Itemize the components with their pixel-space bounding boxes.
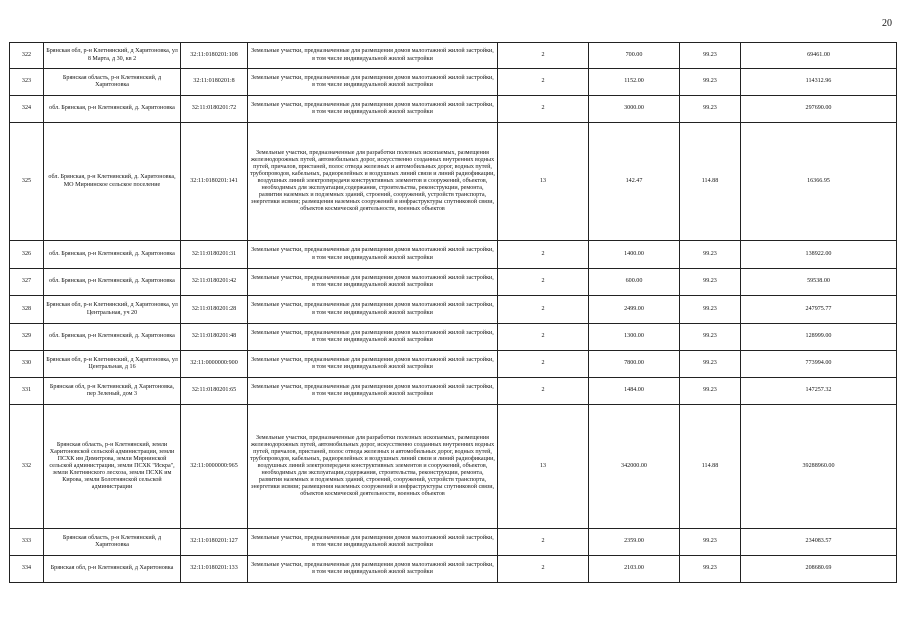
permitted-use-cell: Земельные участки, предназначенные для размещения домов малоэтажной жилой застройки, в том числе индивидуальной жилой застройки <box>248 351 498 378</box>
group-cell: 2 <box>498 296 589 324</box>
row-number-cell: 329 <box>10 324 44 351</box>
permitted-use-cell: Земельные участки, предназначенные для размещения домов малоэтажной жилой застройки, в том числе индивидуальной жилой застройки <box>248 378 498 405</box>
rate-cell: 99.23 <box>680 43 741 69</box>
group-cell: 2 <box>498 69 589 96</box>
group-cell: 2 <box>498 269 589 296</box>
area-cell: 1152.00 <box>589 69 680 96</box>
row-number-cell: 327 <box>10 269 44 296</box>
rate-cell: 99.23 <box>680 351 741 378</box>
table-row <box>10 529 897 556</box>
group-cell: 2 <box>498 241 589 269</box>
address-cell: Брянская обл, р-н Клетнянский, д Харитоновка, ул 8 Марта, д 30, кв 2 <box>44 43 181 69</box>
area-cell: 7800.00 <box>589 351 680 378</box>
group-cell: 2 <box>498 96 589 123</box>
area-cell: 1484.00 <box>589 378 680 405</box>
cadastral-number-cell: 32:11:0180201:127 <box>181 529 248 556</box>
page-number: 20 <box>882 18 892 29</box>
cadastral-value-cell: 773994.00 <box>741 351 897 378</box>
row-number-cell: 331 <box>10 378 44 405</box>
group-cell: 13 <box>498 123 589 241</box>
area-cell: 600.00 <box>589 269 680 296</box>
address-cell: Брянская обл, р-н Клетнянский, д Харитоновка, ул Центральная, д 16 <box>44 351 181 378</box>
permitted-use-cell: Земельные участки, предназначенные для размещения домов малоэтажной жилой застройки, в том числе индивидуальной жилой застройки <box>248 296 498 324</box>
area-cell: 1400.00 <box>589 241 680 269</box>
cadastral-value-cell: 208680.69 <box>741 556 897 583</box>
cadastral-number-cell: 32:11:0000000:965 <box>181 405 248 529</box>
address-cell: Брянская обл, р-н Клетнянский, д Харитоновка, ул Центральная, уч 20 <box>44 296 181 324</box>
row-number-cell: 332 <box>10 405 44 529</box>
address-cell: Брянская область, р-н Клетнянский, д Харитоновка <box>44 69 181 96</box>
permitted-use-cell: Земельные участки, предназначенные для размещения домов малоэтажной жилой застройки, в том числе индивидуальной жилой застройки <box>248 69 498 96</box>
cadastral-number-cell: 32:11:0180201:65 <box>181 378 248 405</box>
row-number-cell: 325 <box>10 123 44 241</box>
area-cell: 3000.00 <box>589 96 680 123</box>
cadastral-number-cell: 32:11:0180201:42 <box>181 269 248 296</box>
table-row <box>10 269 897 296</box>
cadastral-number-cell: 32:11:0180201:141 <box>181 123 248 241</box>
rate-cell: 99.23 <box>680 529 741 556</box>
area-cell: 142.47 <box>589 123 680 241</box>
address-cell: обл. Брянская, р-н Клетнянский, д. Харитоновка <box>44 324 181 351</box>
cadastral-value-cell: 114312.96 <box>741 69 897 96</box>
rate-cell: 99.23 <box>680 69 741 96</box>
permitted-use-cell: Земельные участки, предназначенные для размещения домов малоэтажной жилой застройки, в том числе индивидуальной жилой застройки <box>248 96 498 123</box>
row-number-cell: 328 <box>10 296 44 324</box>
row-number-cell: 323 <box>10 69 44 96</box>
cadastral-number-cell: 32:11:0180201:48 <box>181 324 248 351</box>
cadastral-value-cell: 147257.32 <box>741 378 897 405</box>
group-cell: 2 <box>498 324 589 351</box>
rate-cell: 99.23 <box>680 378 741 405</box>
rate-cell: 99.23 <box>680 96 741 123</box>
table-row <box>10 324 897 351</box>
rate-cell: 99.23 <box>680 269 741 296</box>
cadastral-number-cell: 32:11:0180201:72 <box>181 96 248 123</box>
table-row <box>10 556 897 583</box>
row-number-cell: 330 <box>10 351 44 378</box>
rate-cell: 114.88 <box>680 405 741 529</box>
table-row <box>10 378 897 405</box>
permitted-use-cell: Земельные участки, предназначенные для размещения домов малоэтажной жилой застройки, в том числе индивидуальной жилой застройки <box>248 43 498 69</box>
cadastral-value-cell: 138922.00 <box>741 241 897 269</box>
group-cell: 13 <box>498 405 589 529</box>
table-row <box>10 296 897 324</box>
area-cell: 700.00 <box>589 43 680 69</box>
table-row <box>10 69 897 96</box>
area-cell: 342000.00 <box>589 405 680 529</box>
area-cell: 2359.00 <box>589 529 680 556</box>
group-cell: 2 <box>498 43 589 69</box>
rate-cell: 99.23 <box>680 296 741 324</box>
table-row <box>10 351 897 378</box>
group-cell: 2 <box>498 529 589 556</box>
permitted-use-cell: Земельные участки, предназначенные для размещения домов малоэтажной жилой застройки, в том числе индивидуальной жилой застройки <box>248 269 498 296</box>
cadastral-value-cell: 39288960.00 <box>741 405 897 529</box>
area-cell: 2499.00 <box>589 296 680 324</box>
table-row <box>10 405 897 529</box>
cadastral-value-cell: 247975.77 <box>741 296 897 324</box>
permitted-use-cell: Земельные участки, предназначенные для размещения домов малоэтажной жилой застройки, в том числе индивидуальной жилой застройки <box>248 556 498 583</box>
cadastral-number-cell: 32:11:0180201:133 <box>181 556 248 583</box>
row-number-cell: 333 <box>10 529 44 556</box>
rate-cell: 99.23 <box>680 241 741 269</box>
address-cell: Брянская обл, р-н Клетнянский, д Харитоновка <box>44 556 181 583</box>
row-number-cell: 322 <box>10 43 44 69</box>
address-cell: Брянская область, р-н Клетнянский, земли Харитоновской сельской администрации, земли ПСХК им Димитрова, земли Мирнинской сельской администрации, земли ПСХК "Искра", земли Клетнянского лесхоза, земли ПСХК им Кирова, земли Болотнянской сельской администрации <box>44 405 181 529</box>
permitted-use-cell: Земельные участки, предназначенные для размещения домов малоэтажной жилой застройки, в том числе индивидуальной жилой застройки <box>248 324 498 351</box>
cadastral-value-cell: 128999.00 <box>741 324 897 351</box>
table-row <box>10 241 897 269</box>
permitted-use-cell: Земельные участки, предназначенные для размещения домов малоэтажной жилой застройки, в том числе индивидуальной жилой застройки <box>248 241 498 269</box>
address-cell: обл. Брянская, р-н Клетнянский, д. Харитоновка <box>44 96 181 123</box>
permitted-use-cell: Земельные участки, предназначенные для размещения домов малоэтажной жилой застройки, в том числе индивидуальной жилой застройки <box>248 529 498 556</box>
row-number-cell: 324 <box>10 96 44 123</box>
rate-cell: 99.23 <box>680 556 741 583</box>
cadastral-number-cell: 32:11:0180201:8 <box>181 69 248 96</box>
cadastral-number-cell: 32:11:0180201:108 <box>181 43 248 69</box>
table-row <box>10 123 897 241</box>
group-cell: 2 <box>498 351 589 378</box>
permitted-use-cell: Земельные участки, предназначенные для разработки полезных ископаемых, размещения железнодорожных путей, автомобильных дорог, искусственно созданных внутренних водных путей, причалов, пристаней, полос отвода железных и автомобильных дорог, водных путей, трубопроводов, кабельных, радиорелейных и воздушных линий связи и линий радиофикации, воздушных линий электропередачи конструктивных элементов и сооружений, объектов, необходимых для эксплуатации,содержания, строительства, реконструкции, ремонта, развития наземных и подземных зданий, строений, сооружений, устройств транспорта, энергетики исвязи; размещения наземных сооружений и инфраструктуры спутниковой связи, объектов космической деятельности, военных объектов <box>248 405 498 529</box>
table-body <box>10 43 897 583</box>
cadastral-number-cell: 32:11:0180201:31 <box>181 241 248 269</box>
cadastral-value-cell: 69461.00 <box>741 43 897 69</box>
permitted-use-cell: Земельные участки, предназначенные для разработки полезных ископаемых, размещения железнодорожных путей, автомобильных дорог, искусственно созданных внутренних водных путей, причалов, пристаней, полос отвода железных и автомобильных дорог, водных путей, трубопроводов, кабельных, радиорелейных и воздушных линий связи и линий радиофикации, воздушных линий электропередачи конструктивных элементов и сооружений, объектов, необходимых для эксплуатации,содержания, строительства, реконструкции, ремонта, развития наземных и подземных зданий, строений, сооружений, устройств транспорта, энергетики исвязи; размещения наземных сооружений и инфраструктуры спутниковой связи, объектов космической деятельности, военных объектов <box>248 123 498 241</box>
table-row <box>10 96 897 123</box>
address-cell: обл. Брянская, р-н Клетнянский, д. Харитоновка <box>44 241 181 269</box>
address-cell: Брянская область, р-н Клетнянский, д Харитоновка <box>44 529 181 556</box>
cadastral-value-cell: 234083.57 <box>741 529 897 556</box>
table-row <box>10 43 897 69</box>
group-cell: 2 <box>498 556 589 583</box>
land-plots-table <box>9 42 897 583</box>
address-cell: Брянская обл, р-н Клетнянский, д Харитоновка, пер Зеленый, дом 3 <box>44 378 181 405</box>
area-cell: 2103.00 <box>589 556 680 583</box>
cadastral-value-cell: 297690.00 <box>741 96 897 123</box>
cadastral-number-cell: 32:11:0000000:900 <box>181 351 248 378</box>
address-cell: обл. Брянская, р-н Клетнянский, д. Харитоновка, МО Мирнинское сельское поселение <box>44 123 181 241</box>
rate-cell: 99.23 <box>680 324 741 351</box>
cadastral-value-cell: 16366.95 <box>741 123 897 241</box>
address-cell: обл. Брянская, р-н Клетнянский, д. Харитоновка <box>44 269 181 296</box>
cadastral-value-cell: 59538.00 <box>741 269 897 296</box>
area-cell: 1300.00 <box>589 324 680 351</box>
rate-cell: 114.88 <box>680 123 741 241</box>
cadastral-number-cell: 32:11:0180201:28 <box>181 296 248 324</box>
row-number-cell: 334 <box>10 556 44 583</box>
row-number-cell: 326 <box>10 241 44 269</box>
group-cell: 2 <box>498 378 589 405</box>
